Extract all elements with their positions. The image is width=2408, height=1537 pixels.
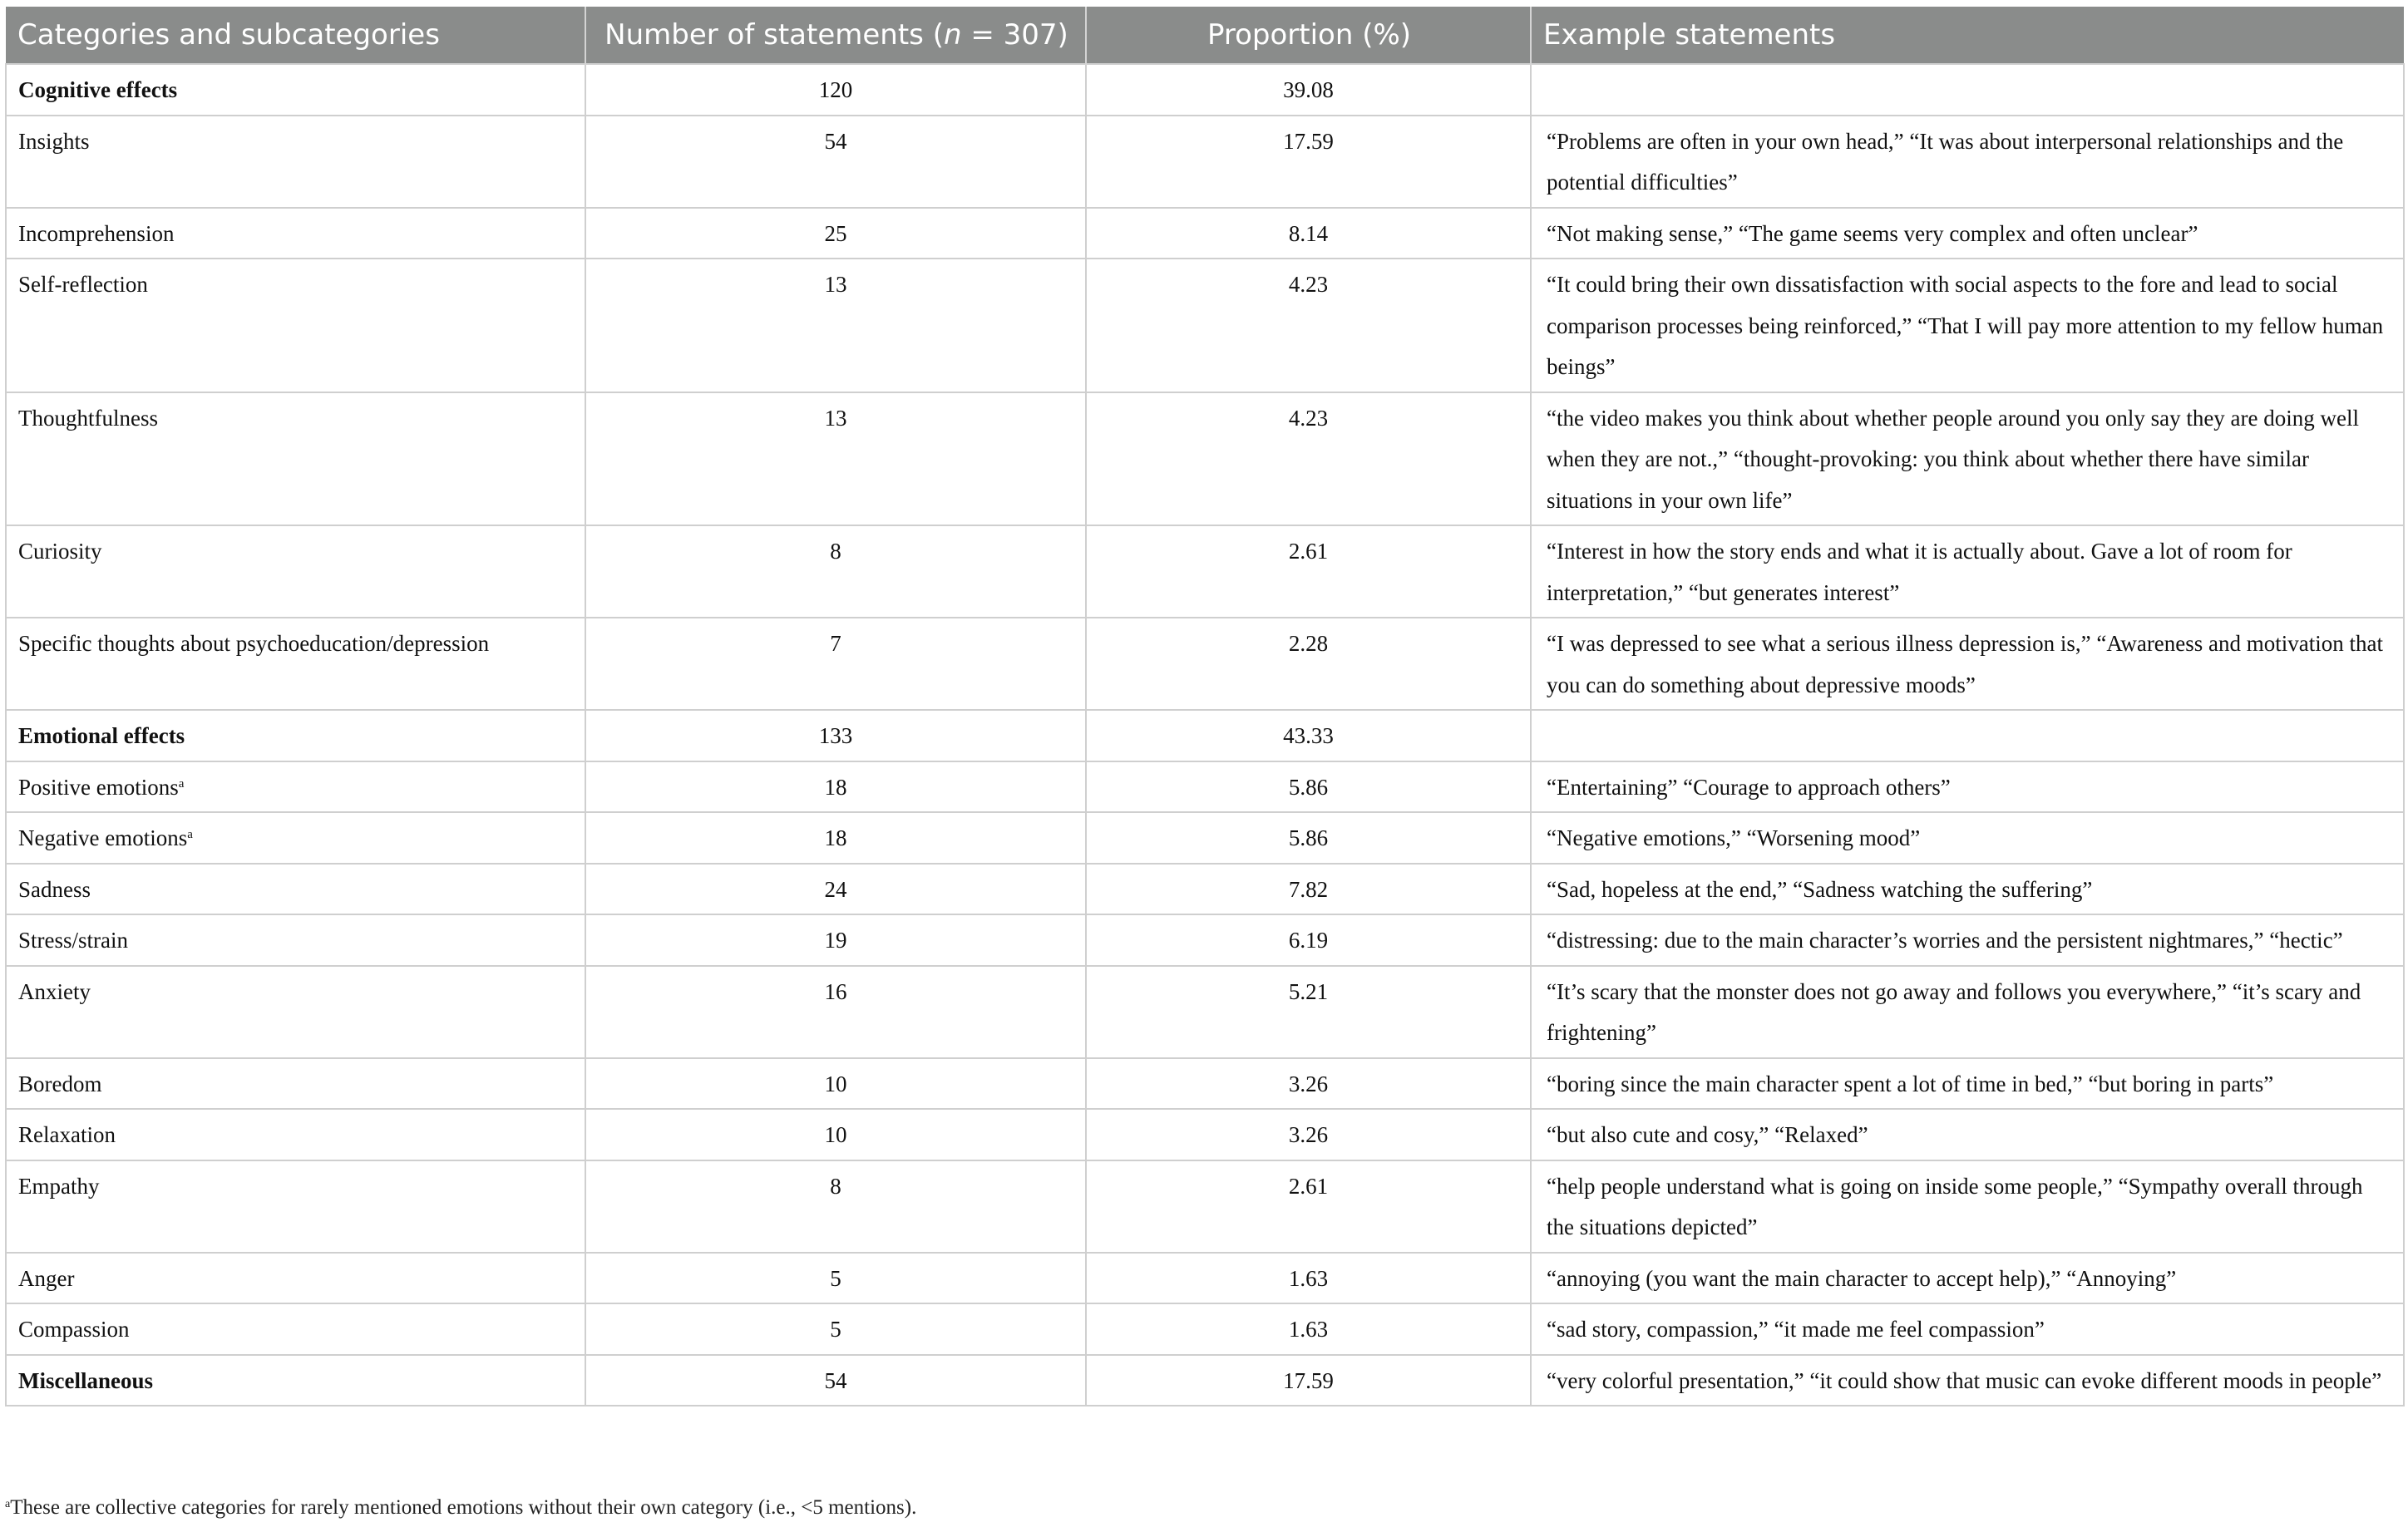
row-count-cell: 13 <box>585 259 1086 392</box>
row-proportion-cell: 17.59 <box>1086 116 1531 208</box>
row-proportion-cell: 4.23 <box>1086 392 1531 526</box>
row-proportion-cell: 2.61 <box>1086 525 1531 618</box>
row-category-label: Insights <box>18 128 90 154</box>
row-proportion-cell: 1.63 <box>1086 1303 1531 1355</box>
table-row <box>6 392 2404 526</box>
row-category-cell <box>6 966 585 1058</box>
footnote-marker: a <box>187 828 193 841</box>
row-example-cell: “annoying (you want the main character to accept help),” “Annoying” <box>1531 1253 2404 1304</box>
table-row <box>6 1303 2404 1355</box>
row-category-label: Thoughtfulness <box>18 405 158 431</box>
row-count-cell: 8 <box>585 525 1086 618</box>
row-proportion-cell: 8.14 <box>1086 208 1531 259</box>
table-row <box>6 1253 2404 1304</box>
row-proportion-cell: 7.82 <box>1086 864 1531 915</box>
row-category-label: Anger <box>18 1265 75 1291</box>
row-example-cell: “Interest in how the story ends and what it is actually about. Gave a lot of room for interpretation,” “but generates interest” <box>1531 525 2404 618</box>
row-example-cell: “Entertaining” “Courage to approach others” <box>1531 761 2404 813</box>
row-example-cell: “the video makes you think about whether people around you only say they are doing well when they are not.,” “thought-provoking: you think about whether there have similar situations in your own life” <box>1531 392 2404 526</box>
row-count-cell: 8 <box>585 1160 1086 1253</box>
table-row <box>6 116 2404 208</box>
row-example-cell: “help people understand what is going on inside some people,” “Sympathy overall through the situations depicted” <box>1531 1160 2404 1253</box>
row-count-cell: 13 <box>585 392 1086 526</box>
row-category-label: Anxiety <box>18 978 91 1004</box>
row-example-cell: “It’s scary that the monster does not go away and follows you everywhere,” “it’s scary and frightening” <box>1531 966 2404 1058</box>
row-category-cell <box>6 1109 585 1160</box>
row-count-cell: 24 <box>585 864 1086 915</box>
row-category-cell <box>6 116 585 208</box>
row-count-cell: 10 <box>585 1058 1086 1110</box>
table-row <box>6 812 2404 864</box>
row-category-cell <box>6 64 585 116</box>
row-category-label: Positive emotions <box>18 774 179 800</box>
row-proportion-cell: 43.33 <box>1086 710 1531 761</box>
row-example-cell: “but also cute and cosy,” “Relaxed” <box>1531 1109 2404 1160</box>
table-header <box>6 7 2404 64</box>
row-count-cell: 5 <box>585 1253 1086 1304</box>
row-count-cell: 133 <box>585 710 1086 761</box>
row-category-label: Curiosity <box>18 539 102 564</box>
row-count-cell: 19 <box>585 914 1086 966</box>
row-category-label: Boredom <box>18 1071 102 1096</box>
table-row <box>6 1355 2404 1406</box>
table-footnote <box>5 1496 916 1520</box>
table-row <box>6 208 2404 259</box>
row-proportion-cell: 6.19 <box>1086 914 1531 966</box>
row-count-cell: 10 <box>585 1109 1086 1160</box>
table-row <box>6 761 2404 813</box>
table-body <box>6 64 2404 1406</box>
row-category-label: Compassion <box>18 1317 130 1342</box>
table-row <box>6 914 2404 966</box>
header-row <box>6 7 2404 64</box>
row-example-cell: “distressing: due to the main character’s worries and the persistent nightmares,” “hectic” <box>1531 914 2404 966</box>
row-category-cell <box>6 1058 585 1110</box>
table-row <box>6 618 2404 710</box>
row-example-cell: “It could bring their own dissatisfaction with social aspects to the fore and lead to social comparison processes being reinforced,” “That I will pay more attention to my fellow human beings” <box>1531 259 2404 392</box>
table-row <box>6 259 2404 392</box>
header-proportion: Proportion (%) <box>1086 7 1531 64</box>
row-example-cell <box>1531 64 2404 116</box>
row-proportion-cell: 39.08 <box>1086 64 1531 116</box>
row-proportion-cell: 1.63 <box>1086 1253 1531 1304</box>
row-example-cell: “sad story, compassion,” “it made me feel compassion” <box>1531 1303 2404 1355</box>
row-category-cell <box>6 1355 585 1406</box>
header-count <box>585 7 1086 64</box>
row-proportion-cell: 3.26 <box>1086 1109 1531 1160</box>
row-category-label: Empathy <box>18 1173 100 1199</box>
row-example-cell: “Sad, hopeless at the end,” “Sadness watching the suffering” <box>1531 864 2404 915</box>
row-category-cell <box>6 914 585 966</box>
table-row <box>6 1160 2404 1253</box>
row-category-label: Miscellaneous <box>18 1367 153 1393</box>
row-category-cell <box>6 710 585 761</box>
row-category-label: Sadness <box>18 876 91 902</box>
row-category-cell <box>6 1160 585 1253</box>
row-example-cell: “Problems are often in your own head,” “It was about interpersonal relationships and the potential difficulties” <box>1531 116 2404 208</box>
row-count-cell: 5 <box>585 1303 1086 1355</box>
row-count-cell: 25 <box>585 208 1086 259</box>
table-row <box>6 966 2404 1058</box>
table-row <box>6 864 2404 915</box>
row-category-cell <box>6 525 585 618</box>
row-example-cell <box>1531 710 2404 761</box>
row-proportion-cell: 2.61 <box>1086 1160 1531 1253</box>
header-count-suffix: = 307) <box>961 18 1068 52</box>
row-count-cell: 54 <box>585 116 1086 208</box>
row-count-cell: 18 <box>585 761 1086 813</box>
row-example-cell: “I was depressed to see what a serious illness depression is,” “Awareness and motivation that you can do something about depressive moods” <box>1531 618 2404 710</box>
table-row <box>6 525 2404 618</box>
row-proportion-cell: 4.23 <box>1086 259 1531 392</box>
row-category-label: Specific thoughts about psychoeducation/depression <box>18 631 490 656</box>
row-category-cell <box>6 259 585 392</box>
header-examples: Example statements <box>1531 7 2404 64</box>
statements-table-container <box>5 7 2403 1406</box>
row-category-cell <box>6 392 585 526</box>
row-proportion-cell: 5.86 <box>1086 812 1531 864</box>
table-row <box>6 710 2404 761</box>
row-example-cell: “Negative emotions,” “Worsening mood” <box>1531 812 2404 864</box>
row-category-label: Emotional effects <box>18 723 185 748</box>
row-example-cell: “very colorful presentation,” “it could show that music can evoke different moods in people” <box>1531 1355 2404 1406</box>
row-proportion-cell: 5.21 <box>1086 966 1531 1058</box>
header-count-n: n <box>943 18 962 52</box>
row-category-label: Stress/strain <box>18 928 128 953</box>
statements-table <box>5 7 2405 1406</box>
row-category-label: Relaxation <box>18 1122 116 1147</box>
row-category-cell <box>6 761 585 813</box>
row-count-cell: 120 <box>585 64 1086 116</box>
table-row <box>6 1058 2404 1110</box>
row-category-cell <box>6 618 585 710</box>
row-proportion-cell: 2.28 <box>1086 618 1531 710</box>
row-count-cell: 7 <box>585 618 1086 710</box>
footnote-marker: a <box>5 1498 11 1510</box>
footnote-marker: a <box>178 776 185 791</box>
row-count-cell: 18 <box>585 812 1086 864</box>
row-category-label: Self-reflection <box>18 272 148 297</box>
row-category-cell <box>6 208 585 259</box>
footnote-text: These are collective categories for rarely mentioned emotions without their own category (i.e., <5 mentions). <box>10 1496 917 1519</box>
row-count-cell: 54 <box>585 1355 1086 1406</box>
row-example-cell: “Not making sense,” “The game seems very complex and often unclear” <box>1531 208 2404 259</box>
row-category-label: Negative emotions <box>18 825 188 850</box>
row-category-cell <box>6 1253 585 1304</box>
row-proportion-cell: 17.59 <box>1086 1355 1531 1406</box>
header-count-prefix: Number of statements ( <box>604 18 944 52</box>
row-category-cell <box>6 1303 585 1355</box>
row-count-cell: 16 <box>585 966 1086 1058</box>
row-category-cell <box>6 864 585 915</box>
row-category-cell <box>6 812 585 864</box>
header-category: Categories and subcategories <box>6 7 585 64</box>
row-category-label: Incomprehension <box>18 220 175 246</box>
row-example-cell: “boring since the main character spent a lot of time in bed,” “but boring in parts” <box>1531 1058 2404 1110</box>
row-proportion-cell: 5.86 <box>1086 761 1531 813</box>
table-row <box>6 1109 2404 1160</box>
table-row <box>6 64 2404 116</box>
row-proportion-cell: 3.26 <box>1086 1058 1531 1110</box>
row-category-label: Cognitive effects <box>18 77 178 102</box>
